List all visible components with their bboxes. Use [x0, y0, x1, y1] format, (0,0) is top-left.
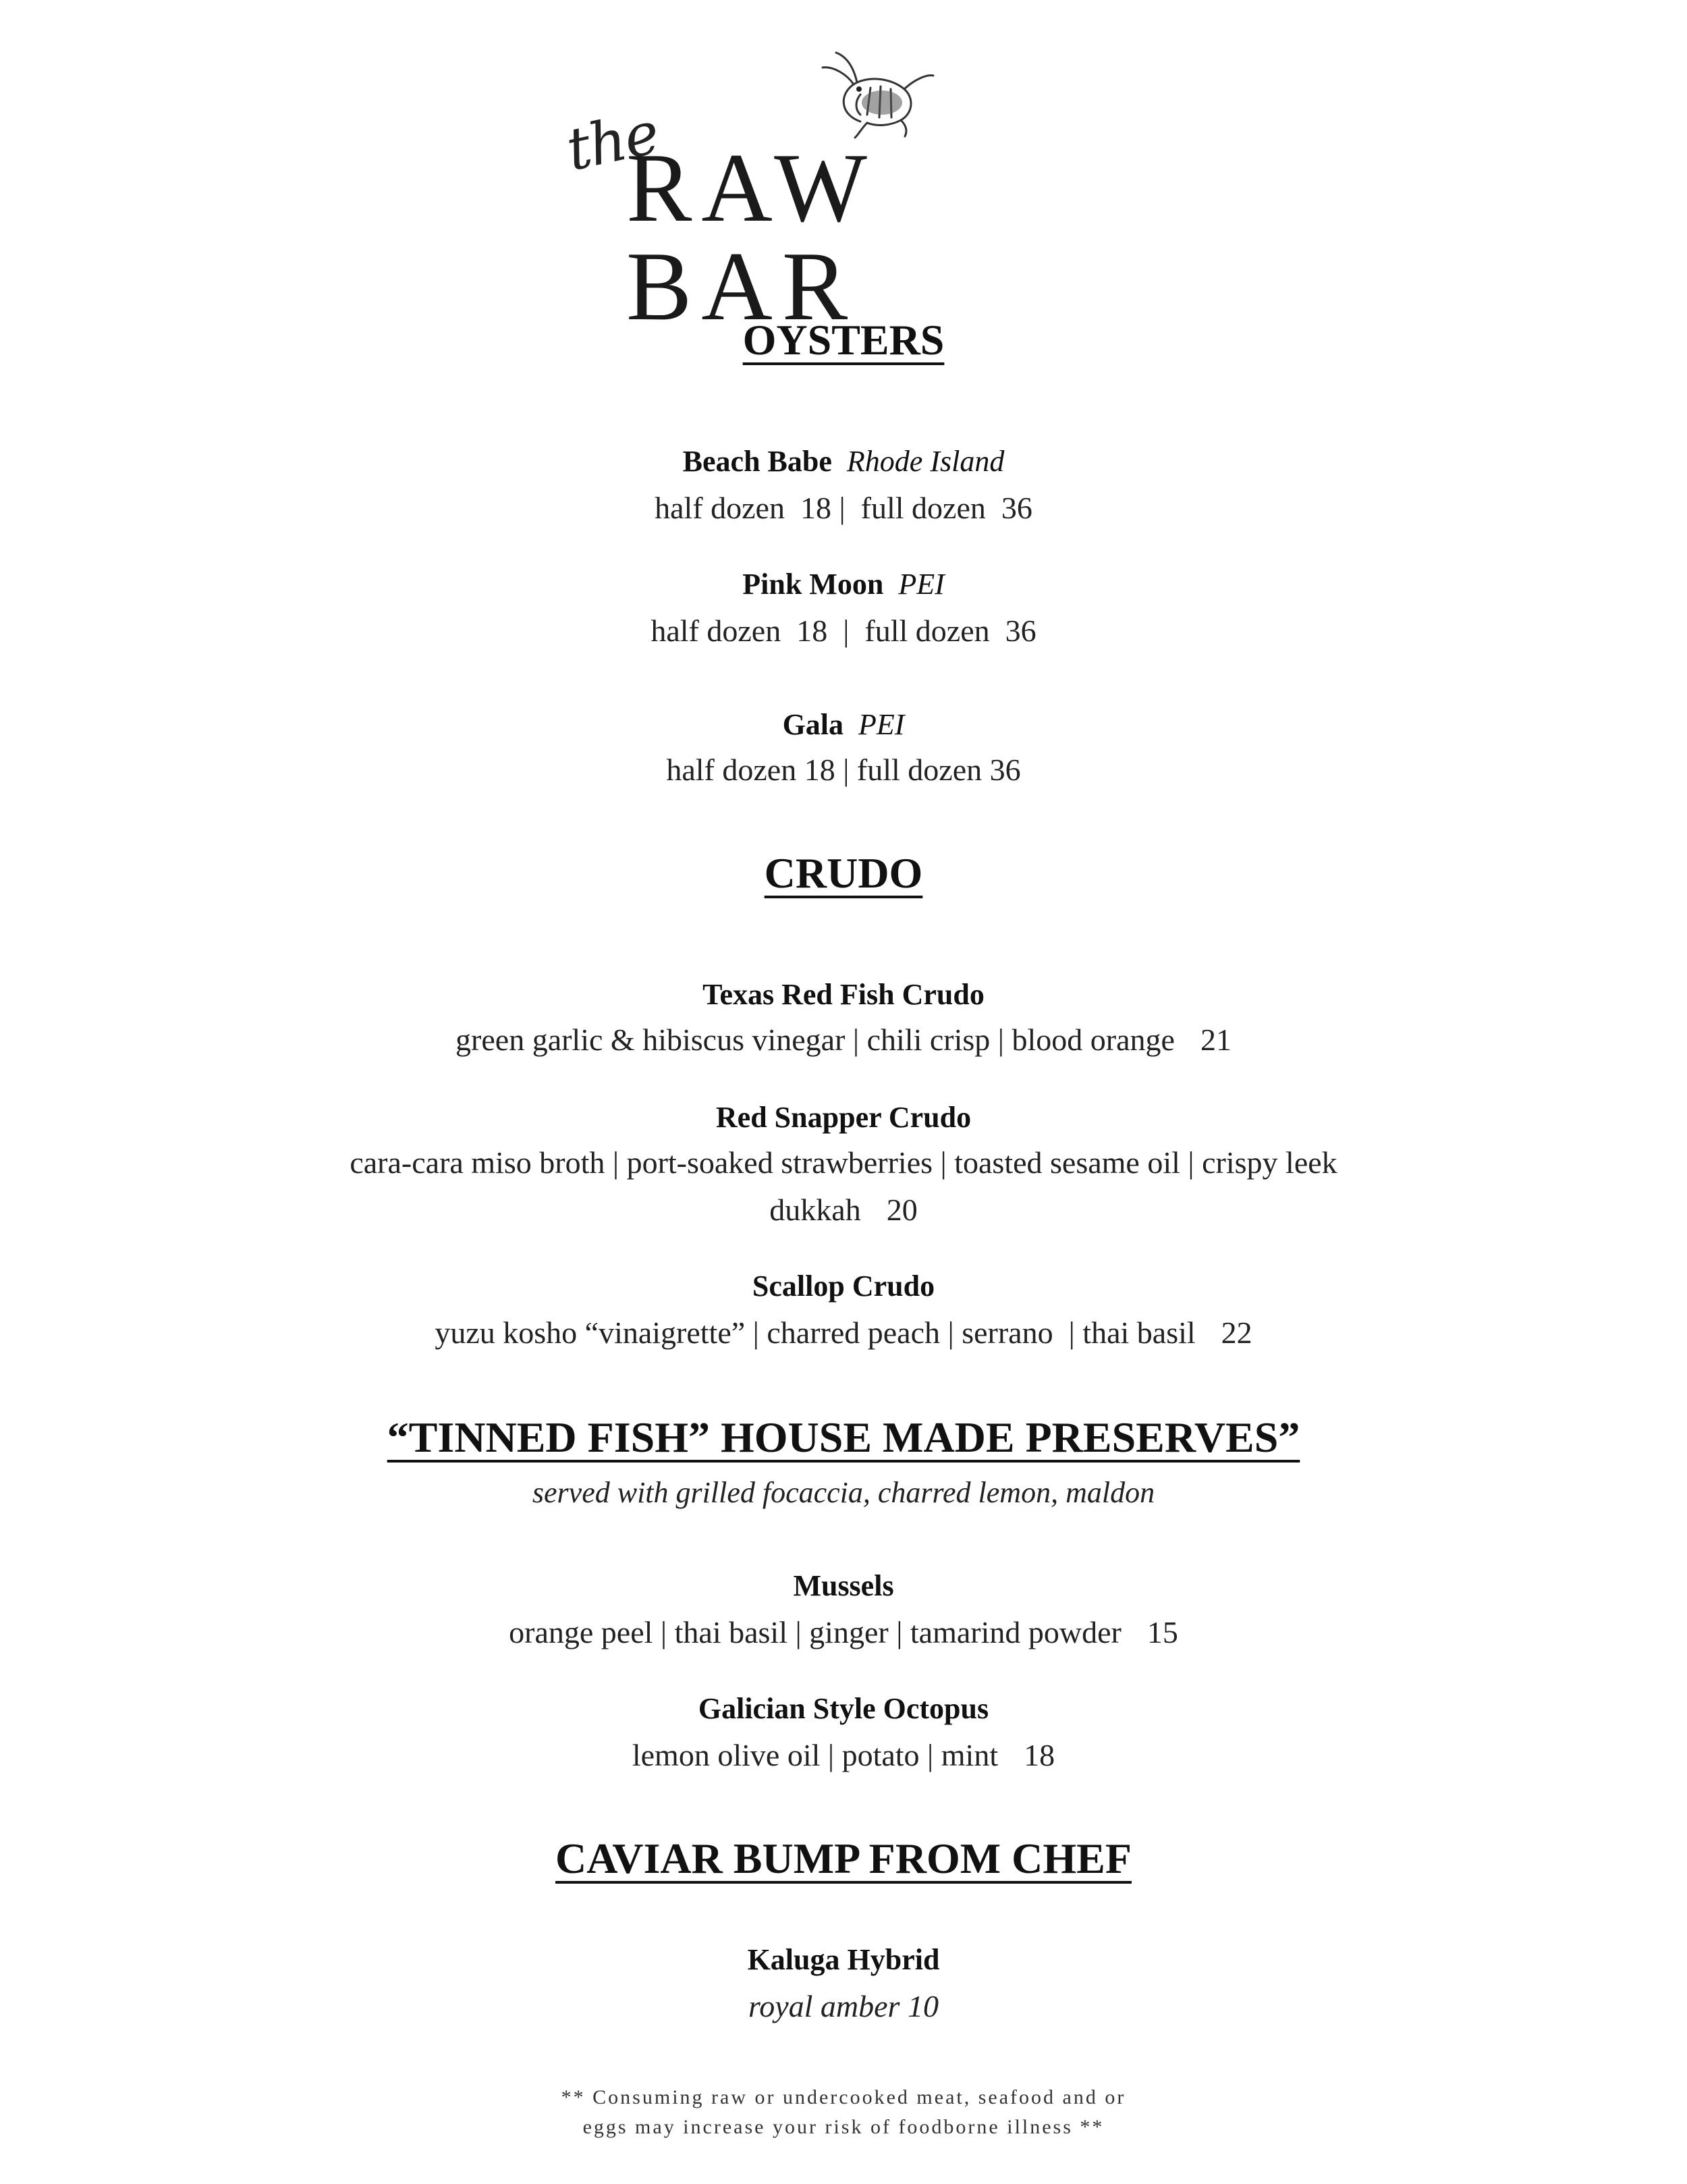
section-subtitle: served with grilled focaccia, charred lemon, maldon: [532, 1476, 1155, 1509]
item-price: 20: [886, 1193, 918, 1227]
item-name: Red Snapper Crudo: [715, 1101, 972, 1134]
item-name: Gala PEI: [782, 708, 905, 741]
section-title-tinned-fish: “TINNED FISH” HOUSE MADE PRESERVES”: [387, 1413, 1300, 1461]
item-origin: Rhode Island: [846, 445, 1005, 478]
item-origin: PEI: [898, 568, 945, 601]
item-detail: green garlic & hibiscus vinegar | chili crisp | blood orange 21: [455, 1022, 1232, 1057]
item-origin: PEI: [858, 708, 905, 741]
item-price: 18: [1024, 1738, 1055, 1772]
item-name: Scallop Crudo: [752, 1270, 935, 1303]
item-detail: lemon olive oil | potato | mint 18: [632, 1738, 1055, 1772]
section-title-crudo: CRUDO: [764, 849, 923, 897]
item-name: Kaluga Hybrid: [747, 1943, 940, 1976]
item-name: Pink Moon PEI: [742, 568, 945, 601]
item-name: Galician Style Octopus: [698, 1692, 989, 1725]
item-price: 22: [1221, 1315, 1252, 1350]
item-price: 15: [1146, 1615, 1178, 1649]
item-detail: yuzu kosho “vinaigrette” | charred peach | serrano | thai basil 22: [435, 1315, 1252, 1350]
item-detail: dukkah 20: [769, 1193, 918, 1227]
item-name: Beach Babe Rhode Island: [682, 445, 1005, 478]
health-disclaimer: [0, 2083, 1687, 2141]
item-detail: cara-cara miso broth | port-soaked strawberries | toasted sesame oil | crispy leek: [350, 1145, 1337, 1180]
item-detail: orange peel | thai basil | ginger | tamarind powder 15: [509, 1615, 1178, 1649]
item-detail: half dozen 18 | full dozen 36: [666, 753, 1021, 787]
item-name: Mussels: [793, 1569, 894, 1602]
disclaimer-line: ** Consuming raw or undercooked meat, seafood and or: [561, 2086, 1126, 2108]
disclaimer-line: eggs may increase your risk of foodborne illness **: [582, 2115, 1105, 2138]
item-detail: royal amber 10: [748, 1989, 939, 2023]
section-title-caviar: CAVIAR BUMP FROM CHEF: [555, 1834, 1132, 1882]
section-title-oysters: OYSTERS: [742, 316, 945, 364]
header-script-word: the: [561, 99, 664, 184]
shrimp-icon: [820, 47, 935, 142]
item-detail: half dozen 18 | full dozen 36: [655, 491, 1032, 525]
item-detail: half dozen 18 | full dozen 36: [651, 613, 1036, 648]
restaurant-title: RAW BAR: [626, 133, 875, 341]
item-price: 21: [1200, 1022, 1232, 1057]
item-name: Texas Red Fish Crudo: [702, 978, 985, 1011]
